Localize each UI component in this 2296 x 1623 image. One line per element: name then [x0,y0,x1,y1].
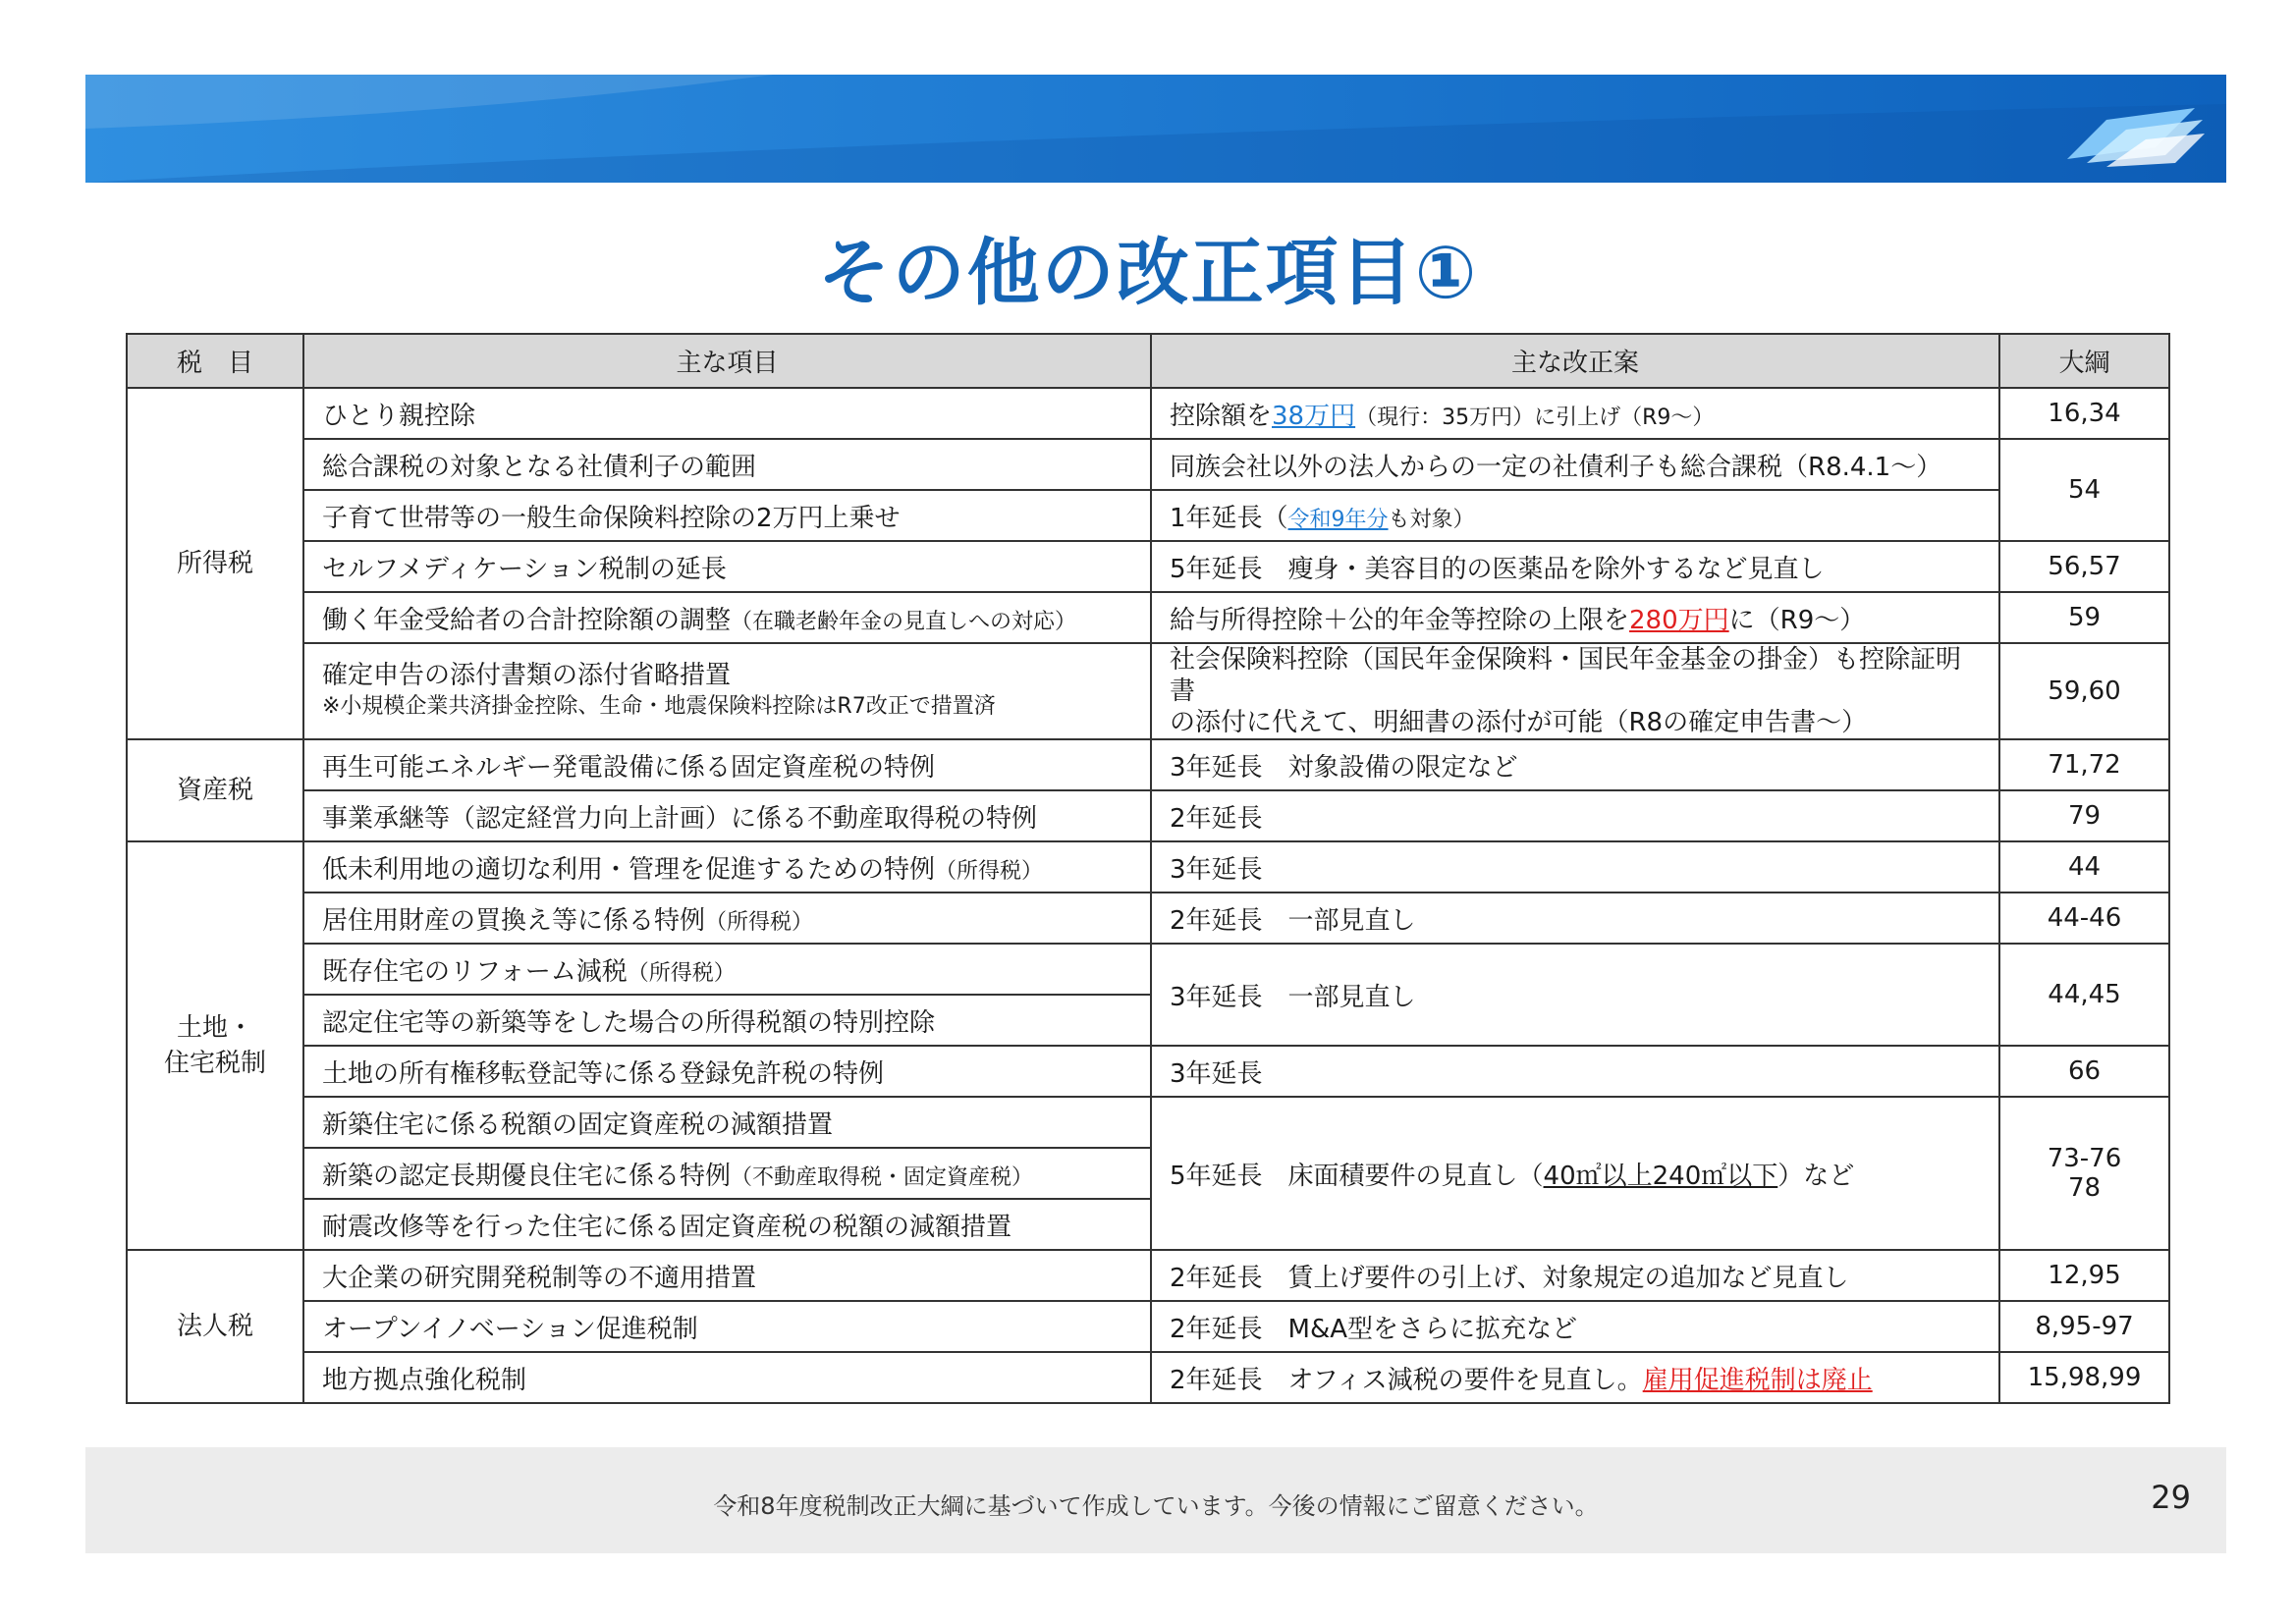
highlight-area: 40㎡以上240㎡以下 [1543,1161,1778,1191]
item-cell: 土地の所有権移転登記等に係る登録免許税の特例 [303,1046,1151,1097]
proposal-cell: 2年延長 オフィス減税の要件を見直し。雇用促進税制は廃止 [1151,1352,1999,1403]
item-cell: 総合課税の対象となる社債利子の範囲 [303,439,1151,490]
ref-cell: 8,95-97 [1999,1301,2169,1352]
highlight-amount: 38万円 [1272,401,1356,431]
item-cell: 低未利用地の適切な利用・管理を促進するための特例（所得税） [303,841,1151,893]
item-cell: ひとり親控除 [303,388,1151,439]
highlight-amount: 280万円 [1629,605,1729,635]
proposal-cell: 5年延長 瘦身・美容目的の医薬品を除外するなど見直し [1151,541,1999,592]
table-row [127,841,2169,893]
proposal-cell: 社会保険料控除（国民年金保険料・国民年金基金の掛金）も控除証明書 の添付に代えて、明細書の添付が可能（R8の確定申告書～） [1151,643,1999,739]
header-outline: 大綱 [1999,334,2169,388]
section-income-tax: 所得税 [127,388,303,739]
item-cell: 居住用財産の買換え等に係る特例（所得税） [303,893,1151,944]
proposal-cell: 給与所得控除＋公的年金等控除の上限を280万円に（R9～） [1151,592,1999,643]
logo-icon [2048,90,2205,169]
table-row [127,388,2169,439]
proposal-cell: 1年延長（令和9年分も対象） [1151,490,1999,541]
table-row [127,790,2169,841]
ref-cell: 16,34 [1999,388,2169,439]
proposal-cell: 2年延長 [1151,790,1999,841]
ref-cell: 12,95 [1999,1250,2169,1301]
ref-cell: 44-46 [1999,893,2169,944]
item-cell: 既存住宅のリフォーム減税（所得税） [303,944,1151,995]
ref-cell: 54 [1999,439,2169,541]
table-row [127,1046,2169,1097]
table-row [127,592,2169,643]
table-row [127,490,2169,541]
item-cell: 確定申告の添付書類の添付省略措置 ※小規模企業共済掛金控除、生命・地震保険料控除はR7改正で措置済 [303,643,1151,739]
header-proposal: 主な改正案 [1151,334,1999,388]
header-item: 主な項目 [303,334,1151,388]
item-cell: 地方拠点強化税制 [303,1352,1151,1403]
table-row [127,944,2169,995]
proposal-cell: 2年延長 M&A型をさらに拡充など [1151,1301,1999,1352]
table-row [127,541,2169,592]
item-cell: 新築の認定長期優良住宅に係る特例（不動産取得税・固定資産税） [303,1148,1151,1199]
item-cell: 大企業の研究開発税制等の不適用措置 [303,1250,1151,1301]
section-corporate-tax: 法人税 [127,1250,303,1403]
ref-cell: 56,57 [1999,541,2169,592]
item-cell: 子育て世帯等の一般生命保険料控除の2万円上乗せ [303,490,1151,541]
proposal-cell: 3年延長 一部見直し [1151,944,1999,1046]
table-row [127,643,2169,739]
proposal-cell: 2年延長 一部見直し [1151,893,1999,944]
table-row [127,1250,2169,1301]
table-row [127,739,2169,790]
revision-table [126,333,2170,1404]
table-header-row [127,334,2169,388]
page-number: 29 [2151,1479,2191,1516]
item-cell: 再生可能エネルギー発電設備に係る固定資産税の特例 [303,739,1151,790]
proposal-cell: 控除額を38万円（現行：35万円）に引上げ（R9～） [1151,388,1999,439]
item-cell: 認定住宅等の新築等をした場合の所得税額の特別控除 [303,995,1151,1046]
table-row [127,439,2169,490]
header-tax: 税 目 [127,334,303,388]
item-cell: 耐震改修等を行った住宅に係る固定資産税の税額の減額措置 [303,1199,1151,1250]
item-cell: オープンイノベーション促進税制 [303,1301,1151,1352]
ref-cell: 79 [1999,790,2169,841]
ref-cell: 73-76 78 [1999,1097,2169,1250]
proposal-cell: 5年延長 床面積要件の見直し（40㎡以上240㎡以下）など [1151,1097,1999,1250]
ref-cell: 59 [1999,592,2169,643]
page-title: その他の改正項目① [817,231,1479,315]
section-asset-tax: 資産税 [127,739,303,841]
footer-note: 令和8年度税制改正大綱に基づいて作成しています。今後の情報にご留意ください。 [713,1492,1599,1520]
ref-cell: 15,98,99 [1999,1352,2169,1403]
banner-decoration [85,75,2226,183]
item-cell: 事業承継等（認定経営力向上計画）に係る不動産取得税の特例 [303,790,1151,841]
proposal-cell: 同族会社以外の法人からの一定の社債利子も総合課税（R8.4.1～） [1151,439,1999,490]
highlight-year: 令和9年分 [1287,507,1389,532]
ref-cell: 66 [1999,1046,2169,1097]
section-land-housing-tax: 土地・ 住宅税制 [127,841,303,1250]
table-row [127,893,2169,944]
highlight-abolished: 雇用促進税制は廃止 [1642,1365,1873,1395]
header-banner [85,75,2226,183]
proposal-cell: 3年延長 対象設備の限定など [1151,739,1999,790]
proposal-cell: 3年延長 [1151,1046,1999,1097]
item-cell: セルフメディケーション税制の延長 [303,541,1151,592]
table-row [127,1352,2169,1403]
ref-cell: 71,72 [1999,739,2169,790]
item-cell: 新築住宅に係る税額の固定資産税の減額措置 [303,1097,1151,1148]
table-row [127,1097,2169,1148]
footer-bar [85,1447,2226,1553]
proposal-cell: 3年延長 [1151,841,1999,893]
proposal-cell: 2年延長 賃上げ要件の引上げ、対象規定の追加など見直し [1151,1250,1999,1301]
ref-cell: 44 [1999,841,2169,893]
table-row [127,1301,2169,1352]
ref-cell: 44,45 [1999,944,2169,1046]
ref-cell: 59,60 [1999,643,2169,739]
item-cell: 働く年金受給者の合計控除額の調整（在職老齢年金の見直しへの対応） [303,592,1151,643]
